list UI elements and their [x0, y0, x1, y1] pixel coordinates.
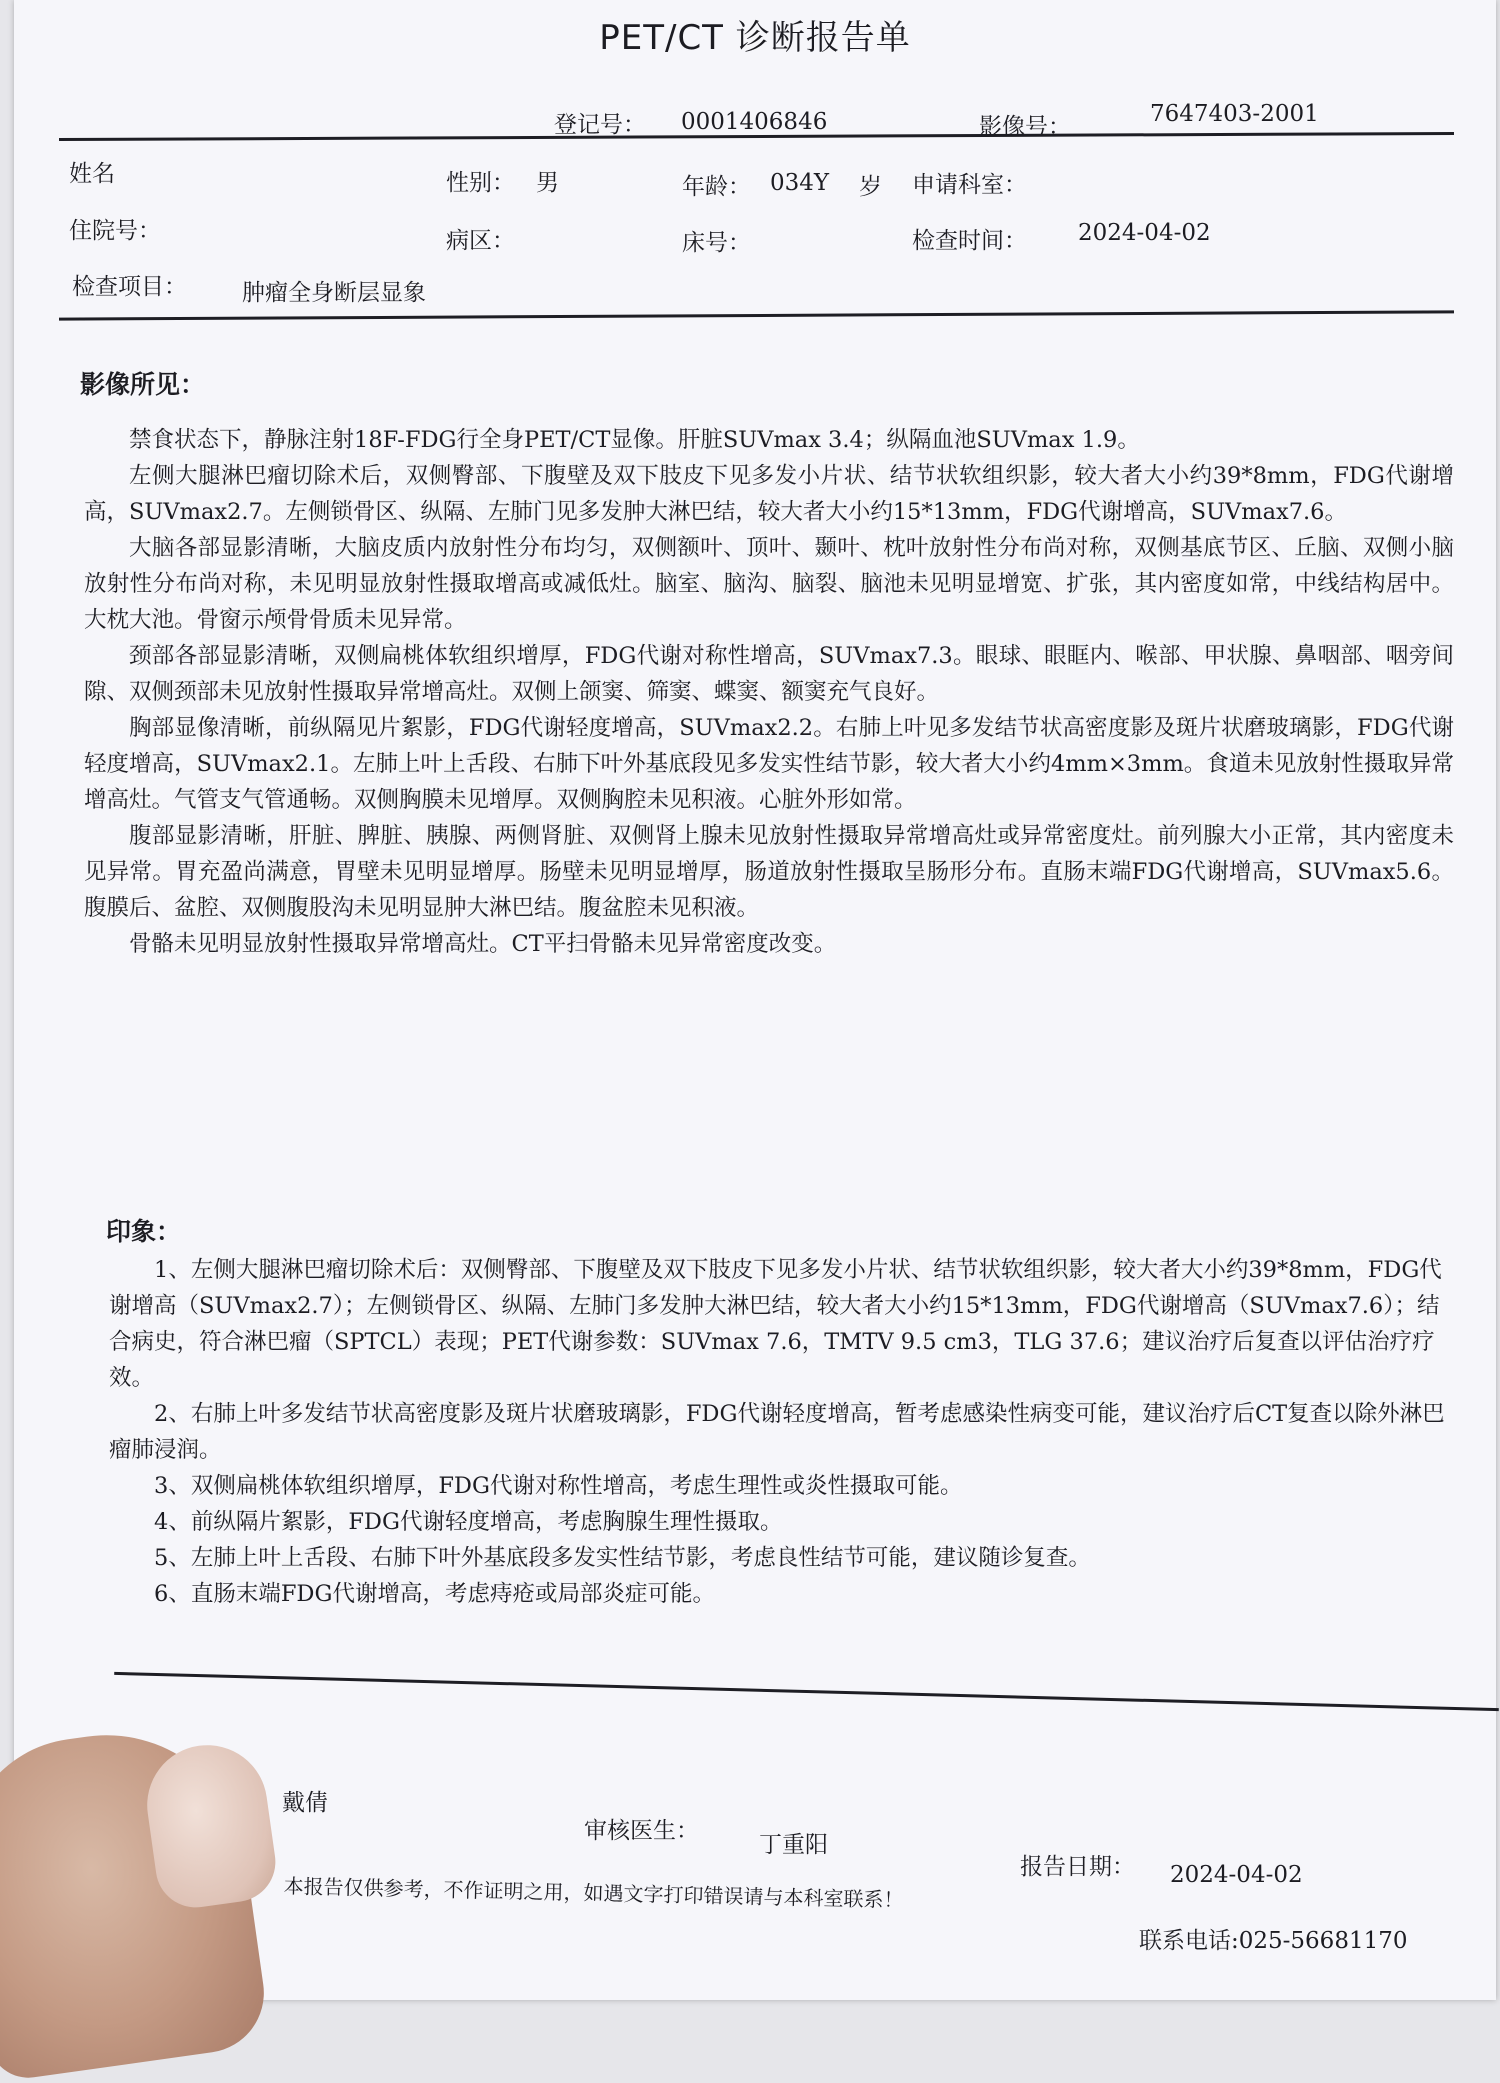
- exam-time-value: 2024-04-02: [1078, 220, 1211, 246]
- header-divider-bottom: [59, 310, 1454, 320]
- sex-value: 男: [536, 170, 559, 196]
- name-label: 姓名: [69, 161, 115, 187]
- impression-text: [109, 1252, 1459, 1612]
- findings-paragraph: 颈部各部显影清晰，双侧扁桃体软组织增厚，FDG代谢对称性增高，SUVmax7.3。眼球、眼眶内、喉部、甲状腺、鼻咽部、咽旁间隙、双侧颈部未见放射性摄取异常增高灶。双侧上颌窦、筛窦、蝶窦、额窦充气良好。: [84, 643, 1454, 705]
- exam-time-label: 检查时间：: [912, 228, 1027, 254]
- registration-number: 0001406846: [681, 109, 828, 135]
- age-unit: 岁: [859, 174, 882, 200]
- impression-item: 1、左侧大腿淋巴瘤切除术后：双侧臀部、下腹壁及双下肢皮下见多发小片状、结节状软组织影，较大者大小约39*8mm，FDG代谢增高（SUVmax2.7）；左侧锁骨区、纵隔、左肺门多发肿大淋巴结，较大者大小约15*13mm，FDG代谢增高（SUVmax7.6）；结合病史，符合淋巴瘤（SPTCL）表现；PET代谢参数：SUVmax 7.6，TMTV 9.5 cm3，TLG 37.6；建议治疗后复查以评估治疗疗效。: [109, 1257, 1442, 1391]
- report-paper: [14, 0, 1496, 2000]
- sex-label: 性别：: [446, 170, 515, 196]
- findings-paragraph: 大脑各部显影清晰，大脑皮质内放射性分布均匀，双侧额叶、顶叶、颞叶、枕叶放射性分布尚对称，双侧基底节区、丘脑、双侧小脑放射性分布尚对称，未见明显放射性摄取增高或减低灶。脑室、脑沟、脑裂、脑池未见明显增宽、扩张，其内密度如常，中线结构居中。大枕大池。骨窗示颅骨骨质未见异常。: [84, 535, 1454, 633]
- report-title: PET/CT 诊断报告单: [599, 18, 911, 58]
- findings-paragraph: 腹部显影清晰，肝脏、脾脏、胰腺、两侧肾脏、双侧肾上腺未见放射性摄取异常增高灶或异常密度灶。前列腺大小正常，其内密度未见异常。胃充盈尚满意，胃壁未见明显增厚。肠壁未见明显增厚，肠道放射性摄取呈肠形分布。直肠末端FDG代谢增高，SUVmax5.6。腹膜后、盆腔、双侧腹股沟未见明显肿大淋巴结。腹盆腔未见积液。: [84, 823, 1454, 921]
- disclaimer-text: 本报告仅供参考，不作证明之用，如遇文字打印错误请与本科室联系！: [283, 1873, 904, 1913]
- image-number-label: 影像号：: [979, 114, 1071, 140]
- ward-label: 病区：: [446, 228, 515, 254]
- reviewer-label: 审核医生：: [584, 1818, 699, 1844]
- department-label: 申请科室：: [912, 172, 1027, 198]
- findings-paragraph: 禁食状态下，静脉注射18F-FDG行全身PET/CT显像。肝脏SUVmax 3.4；纵隔血池SUVmax 1.9。: [129, 427, 1140, 453]
- findings-paragraph: 左侧大腿淋巴瘤切除术后，双侧臀部、下腹壁及双下肢皮下见多发小片状、结节状软组织影，较大者大小约39*8mm，FDG代谢增高，SUVmax2.7。左侧锁骨区、纵隔、左肺门见多发肿大淋巴结，较大者大小约15*13mm，FDG代谢增高，SUVmax7.6。: [84, 463, 1454, 525]
- age-value: 034Y: [770, 170, 830, 196]
- footer-divider: [114, 1672, 1499, 1711]
- exam-item-label: 检查项目：: [72, 274, 187, 300]
- findings-text: [84, 422, 1454, 962]
- findings-heading: 影像所见：: [80, 370, 206, 399]
- findings-paragraph: 骨骼未见明显放射性摄取异常增高灶。CT平扫骨骼未见异常密度改变。: [129, 931, 837, 957]
- impression-heading: 印象：: [106, 1217, 182, 1246]
- impression-item: 6、直肠末端FDG代谢增高，考虑痔疮或局部炎症可能。: [154, 1581, 715, 1607]
- bed-label: 床号：: [682, 230, 751, 256]
- exam-item-value: 肿瘤全身断层显象: [242, 280, 426, 306]
- impression-item: 4、前纵隔片絮影，FDG代谢轻度增高，考虑胸腺生理性摄取。: [154, 1509, 783, 1535]
- impression-item: 2、右肺上叶多发结节状高密度影及斑片状磨玻璃影，FDG代谢轻度增高，暂考虑感染性病变可能，建议治疗后CT复查以除外淋巴瘤肺浸润。: [109, 1401, 1445, 1463]
- impression-item: 5、左肺上叶上舌段、右肺下叶外基底段多发实性结节影，考虑良性结节可能，建议随诊复查。: [154, 1545, 1091, 1571]
- image-number: 7647403-2001: [1150, 101, 1319, 127]
- findings-paragraph: 胸部显像清晰，前纵隔见片絮影，FDG代谢轻度增高，SUVmax2.2。右肺上叶见多发结节状高密度影及斑片状磨玻璃影，FDG代谢轻度增高，SUVmax2.1。左肺上叶上舌段、右肺下叶外基底段见多发实性结节影，较大者大小约4mm×3mm。食道未见放射性摄取异常增高灶。气管支气管通畅。双侧胸膜未见增厚。双侧胸腔未见积液。心脏外形如常。: [84, 715, 1454, 813]
- inpatient-number-label: 住院号：: [69, 218, 161, 244]
- reporter-name: 戴倩: [282, 1790, 328, 1816]
- reviewer-name: 丁重阳: [759, 1832, 828, 1858]
- registration-label: 登记号：: [554, 112, 646, 138]
- report-date-value: 2024-04-02: [1170, 1862, 1303, 1888]
- age-label: 年龄：: [682, 174, 751, 200]
- contact-phone: 联系电话:025-56681170: [1139, 1928, 1408, 1954]
- report-date-label: 报告日期：: [1020, 1854, 1135, 1880]
- impression-item: 3、双侧扁桃体软组织增厚，FDG代谢对称性增高，考虑生理性或炎性摄取可能。: [154, 1473, 963, 1499]
